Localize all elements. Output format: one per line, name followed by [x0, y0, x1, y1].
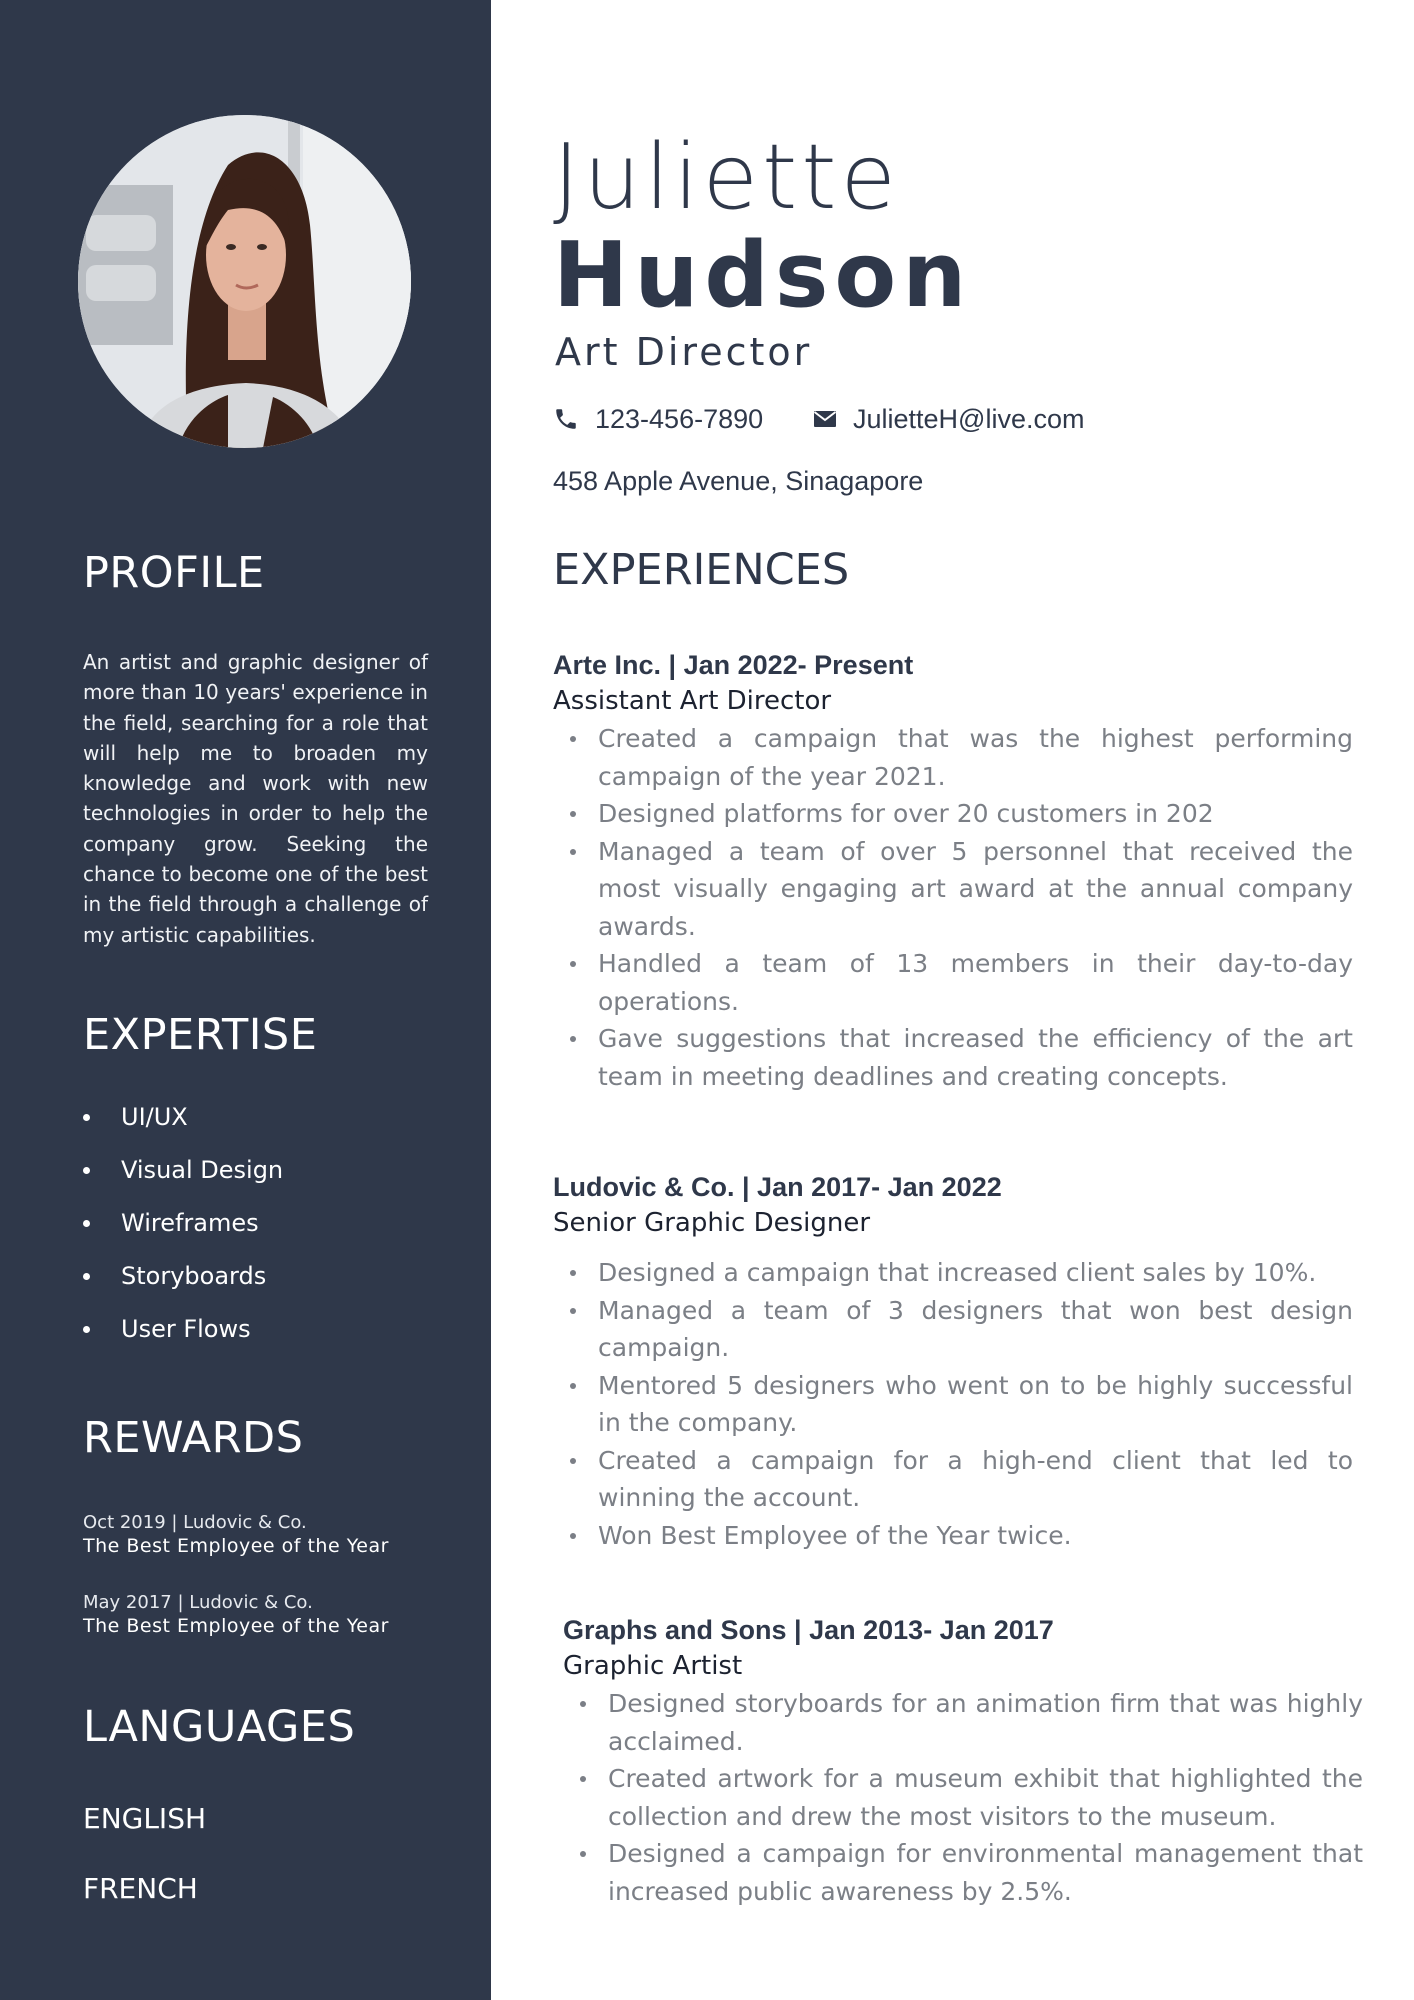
- job-bullet: Created a campaign that was the highest performing campaign of the year 2021.: [553, 720, 1353, 795]
- reward-date: Oct 2019 | Ludovic & Co.: [83, 1512, 307, 1533]
- job-bullet: Mentored 5 designers who went on to be highly successful in the company.: [553, 1367, 1353, 1442]
- email-address: JulietteH@live.com: [853, 403, 1085, 434]
- job-role: Graphic Artist: [563, 1651, 743, 1681]
- job-entry: [553, 648, 1353, 1095]
- job-bullet: Designed platforms for over 20 customers in 202: [553, 795, 1353, 833]
- portrait-illustration: [78, 115, 411, 448]
- job-role: Senior Graphic Designer: [553, 1208, 871, 1238]
- profile-photo: [78, 115, 411, 448]
- job-bullet: Managed a team of 3 designers that won best design campaign.: [553, 1292, 1353, 1367]
- reward-title: The Best Employee of the Year: [83, 1535, 389, 1557]
- profile-heading: PROFILE: [83, 548, 265, 598]
- first-name: Juliette: [553, 125, 900, 230]
- job-company: Ludovic & Co. | Jan 2017- Jan 2022: [553, 1172, 1002, 1202]
- experiences-heading: EXPERIENCES: [553, 545, 850, 595]
- expertise-item: Storyboards: [83, 1261, 283, 1314]
- sidebar: [0, 0, 491, 2000]
- main-content: [491, 0, 1414, 2000]
- job-bullet: Designed a campaign that increased client sales by 10%.: [553, 1254, 1353, 1292]
- job-bullet: Created a campaign for a high-end client that led to winning the account.: [553, 1442, 1353, 1517]
- expertise-list: [83, 1102, 283, 1367]
- job-company: Graphs and Sons | Jan 2013- Jan 2017: [563, 1615, 1054, 1645]
- expertise-item: Visual Design: [83, 1155, 283, 1208]
- reward-item: [83, 1592, 389, 1638]
- reward-title: The Best Employee of the Year: [83, 1615, 389, 1637]
- language-item: ENGLISH: [83, 1802, 207, 1835]
- languages-heading: LANGUAGES: [83, 1702, 356, 1752]
- address: 458 Apple Avenue, Sinagapore: [553, 466, 924, 496]
- phone-number: 123-456-7890: [595, 403, 764, 434]
- job-company: Arte Inc. | Jan 2022- Present: [553, 650, 914, 680]
- expertise-heading: EXPERTISE: [83, 1010, 318, 1060]
- envelope-icon: [813, 409, 837, 429]
- job-bullet: Managed a team of over 5 personnel that received the most visually engaging art award at the annual company awards.: [553, 833, 1353, 946]
- reward-date: May 2017 | Ludovic & Co.: [83, 1592, 313, 1613]
- rewards-heading: REWARDS: [83, 1413, 304, 1463]
- email-contact: [813, 403, 1084, 435]
- expertise-item: UI/UX: [83, 1102, 283, 1155]
- job-bullet: Created artwork for a museum exhibit that highlighted the collection and drew the most visitors to the museum.: [563, 1760, 1363, 1835]
- profile-text: An artist and graphic designer of more than 10 years' experience in the field, searching for a role that will help me to broaden my knowledge and work with new technologies in order to help the company grow. Seeking the chance to become one of the best in the field through a challenge of my artistic capabilities.: [83, 650, 428, 947]
- job-bullet: Handled a team of 13 members in their day-to-day operations.: [553, 945, 1353, 1020]
- expertise-item: Wireframes: [83, 1208, 283, 1261]
- job-role: Assistant Art Director: [553, 686, 832, 716]
- job-entry: [563, 1613, 1363, 1910]
- job-bullets: [563, 1685, 1363, 1910]
- job-bullet: Designed a campaign for environmental management that increased public awareness by 2.5%.: [563, 1835, 1363, 1910]
- job-bullets: [553, 720, 1353, 1095]
- expertise-item: User Flows: [83, 1314, 283, 1367]
- job-bullet: Won Best Employee of the Year twice.: [553, 1517, 1353, 1555]
- job-bullets: [553, 1254, 1353, 1554]
- last-name: Hudson: [553, 223, 973, 328]
- reward-item: [83, 1512, 389, 1558]
- phone-icon: [553, 406, 579, 432]
- job-bullet: Designed storyboards for an animation firm that was highly acclaimed.: [563, 1685, 1363, 1760]
- phone-contact: [553, 403, 763, 435]
- job-entry: [553, 1170, 1353, 1554]
- job-bullet: Gave suggestions that increased the efficiency of the art team in meeting deadlines and creating concepts.: [553, 1020, 1353, 1095]
- language-item: FRENCH: [83, 1872, 198, 1905]
- job-title: Art Director: [555, 330, 813, 374]
